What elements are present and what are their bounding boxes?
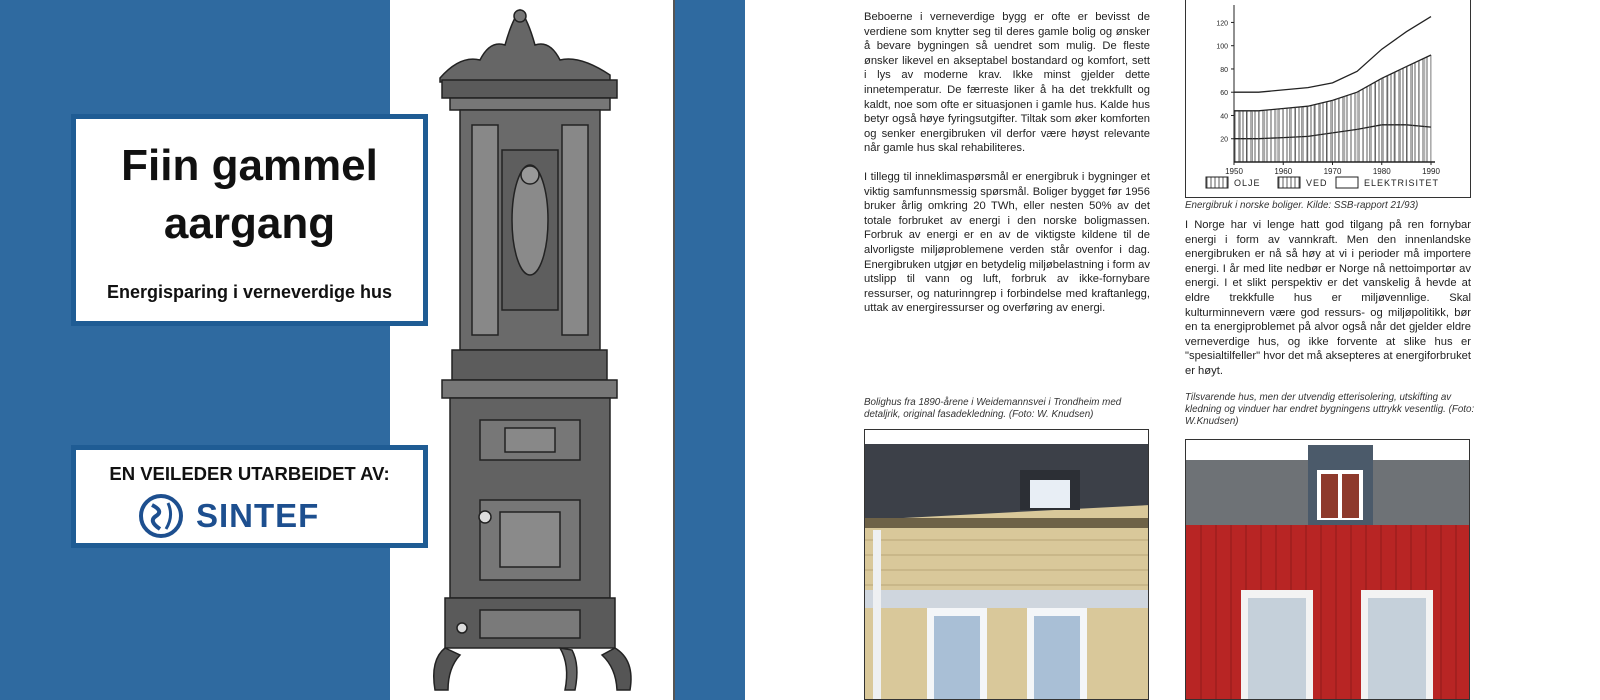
sintef-logo-text: SINTEF xyxy=(196,497,320,534)
energy-chart-svg xyxy=(1186,0,1472,198)
chart-x-tick-label: 1970 xyxy=(1323,167,1342,176)
chart-legend-swatch-olje xyxy=(1206,177,1228,188)
article-paragraph-1: Beboerne i verneverdige bygg er ofte er bevisst de verdiene som knytter seg til deres gamle bolig og ønsker å bevare bygningen så uendret som mulig. De fleste ønsker likevel en akseptabel bostandard og komfort, sett i lys av moderne krav. Ikke minst gjelder dette innetemperatur. De færreste liker å ha det trekkfullt og kaldt, noe som ofte er situasjonen i gamle hus. Kalde hus betyr også høye fyringsutgifter. Tiltak som øker komforten og senker energibruken vil derfor være høyst relevante når gamle hus skal rehabiliteres. xyxy=(864,11,1150,155)
article-paragraph-3: I Norge har vi lenge hatt god tilgang på ren fornybar energi i form av vannkraft. Men den innenlandske energibruken er nå så høy at vi i perioder må importere energi. I år med lite nedbør er Norge nå nettoimportør av energi. I et slikt perspektiv er det vanskelig å hevde at eldre trekkfulle hus er miljøvennlige. Skal kulturminnevern være god ressurs- og miljøpolitikk, bør en ta energiproblemet på alvor også når det gjelder eldre verneverdige hus, og ikke forvente at slike hus er "spesialtilfeller" hvor det må aksepteres at energiforbruket er høyt. xyxy=(1185,219,1471,377)
chart-x-tick-label: 1990 xyxy=(1422,167,1440,176)
chart-legend-label-elektrisitet: ELEKTRISITET xyxy=(1364,178,1440,188)
photo2-caption: Tilsvarende hus, men der utvendig etterisolering, utskifting av kledning og vinduer har endret bygningens uttrykk vesentlig. (Foto: W.Knudsen) xyxy=(1185,392,1475,427)
chart-y-tick-label: 80 xyxy=(1220,66,1228,74)
chart-legend-swatch-ved xyxy=(1278,177,1300,188)
chart-x-tick-label: 1950 xyxy=(1225,167,1243,176)
publisher-label: EN VEILEDER UTARBEIDET AV: xyxy=(109,463,390,484)
cover-blue-panel-right xyxy=(675,0,745,700)
stove-illustration xyxy=(420,0,670,700)
photo-red-house-image xyxy=(1186,440,1470,700)
energy-chart xyxy=(1185,0,1471,198)
chart-legend-label-olje: OLJE xyxy=(1234,178,1261,188)
article-column-right xyxy=(1185,218,1471,389)
cover-subtitle: Energisparing i verneverdige hus xyxy=(106,282,393,302)
photo1-caption: Bolighus fra 1890-årene i Weidemannsvei i Trondheim med detaljrik, original fasadekledning. (Foto: W. Knudsen) xyxy=(864,397,1122,420)
chart-y-tick-label: 40 xyxy=(1220,113,1228,121)
article-column-left xyxy=(864,10,1150,326)
cover-title-line1: Fiin gammel xyxy=(121,141,378,190)
chart-legend-label-ved: VED xyxy=(1306,178,1328,188)
chart-y-tick-label: 100 xyxy=(1216,43,1228,51)
photo-yellow-house xyxy=(864,429,1149,700)
chart-legend-swatch-elektrisitet xyxy=(1336,177,1358,188)
chart-y-tick-label: 20 xyxy=(1220,136,1228,144)
sintef-logo xyxy=(138,493,368,537)
chart-caption: Energibruk i norske boliger. Kilde: SSB-rapport 21/93) xyxy=(1185,200,1419,211)
photo-red-house xyxy=(1185,439,1470,700)
chart-x-tick-label: 1980 xyxy=(1372,167,1391,176)
cover-title-box xyxy=(71,114,428,326)
chart-x-tick-label: 1960 xyxy=(1274,167,1293,176)
cover-title-line2: aargang xyxy=(163,199,336,248)
sintef-logo-icon xyxy=(138,493,184,539)
cover-blue-panel-left xyxy=(0,0,390,700)
article-paragraph-2: I tillegg til inneklimaspørsmål er energibruk i bygninger et viktig samfunnsmessig spørsmål. Boliger bygget før 1956 bruker årlig omkring 20 TWh, eller nesten 50% av det totale forbruket av energi i den norske boligmassen. Forbruk av energi er en av de viktigste kildene til de alvorligste miljøproblemene verden står ovenfor i dag. Energibruken utgjør en betydelig miljøbelastning i form av utslipp til vann og luft, forbruk av ikke-fornybare ressurser, og naturinngrep i forbindelse med kraftanlegg, uttak av energiressurser og overføring av energi. xyxy=(864,170,1150,315)
chart-y-tick-label: 60 xyxy=(1220,90,1228,98)
photo-yellow-house-image xyxy=(865,430,1149,700)
chart-y-tick-label: 120 xyxy=(1216,20,1228,28)
publisher-box xyxy=(71,445,428,548)
